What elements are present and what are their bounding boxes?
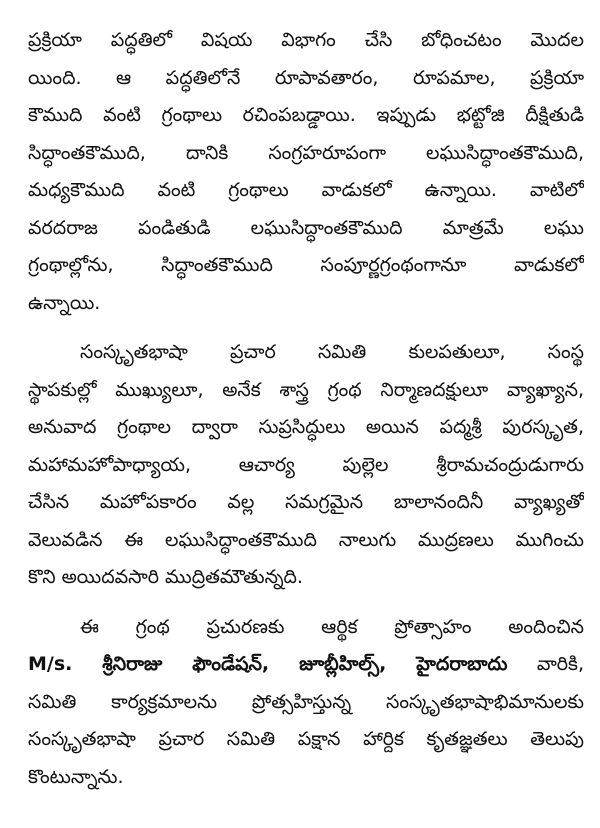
text-line: అనువాద గ్రంథాల ద్వారా సుప్రసిద్ధులు అయిన పద్మశ్రీ పురస్కృత, <box>28 416 584 438</box>
text-line-with-bold <box>28 646 584 684</box>
paragraph-2 <box>28 334 584 597</box>
text-line: కొంటున్నాను. <box>28 765 124 788</box>
text-line: ఈ గ్రంథ ప్రచురణకు ఆర్థిక ప్రోత్సాహం అందించిన <box>80 615 584 638</box>
text-line: ఉన్నాయి. <box>28 291 101 314</box>
paragraph-gap <box>28 597 584 609</box>
text-line: స్థాపకుల్లో ముఖ్యులూ, అనేక శాస్త్ర గ్రంథ నిర్మాణదక్షులూ వ్యాఖ్యాన, <box>28 378 584 401</box>
text-line: మధ్యకౌముది వంటి గ్రంథాలు వాడుకలో ఉన్నాయి. వాటిలో <box>28 179 584 201</box>
text-line: మహామహోపాధ్యాయ, ఆచార్య పుల్లెల శ్రీరామచంద్రుడుగారు <box>28 453 584 476</box>
text-line: యింది. ఆ పద్ధతిలోనే రూపావతారం, రూపమాల, ప్రక్రియా <box>28 66 584 89</box>
text-line: సిద్ధాంతకౌముది, దానికి సంగ్రహరూపంగా లఘుసిద్ధాంతకౌముది, <box>28 141 584 164</box>
text-line: సంస్కృతభాషా ప్రచార సమితి పక్షాన హార్దిక కృతజ్ఞతలు తెలుపు <box>28 728 584 750</box>
text-line: సమితి కార్యక్రమాలను ప్రోత్సహిస్తున్న సంస్కృతభాషాభిమానులకు <box>28 690 584 713</box>
text-line: వెలువడిన ఈ లఘుసిద్ధాంతకౌముది నాలుగు ముద్రణలు ముగించు <box>28 528 584 551</box>
paragraph-gap <box>28 322 584 334</box>
text-line: సంస్కృతభాషా ప్రచార సమితి కులపతులూ, సంస్థ <box>80 341 584 363</box>
text-line: వరదరాజ పండితుడి లఘుసిద్ధాంతకౌముది మాత్రమే లఘు <box>28 216 584 239</box>
document-page <box>28 22 584 796</box>
text-line: కొని అయిదవసారి ముద్రితమౌతున్నది. <box>28 566 303 588</box>
paragraph-1 <box>28 22 584 322</box>
text-fragment: వారికి, <box>507 653 584 675</box>
text-line: చేసిన మహోపకారం వల్ల సమగ్రమైన బాలానందినీ వ్యాఖ్యతో <box>28 491 584 513</box>
text-line: కౌముది వంటి గ్రంథాలు రచింపబడ్డాయి. ఇప్పుడు భట్టోజి దీక్షితుడి <box>28 104 584 126</box>
text-line: గ్రంథాల్లోను, సిద్ధాంతకౌముది సంపూర్ణగ్రంథంగానూ వాడుకలో <box>28 254 584 276</box>
paragraph-3 <box>28 609 584 797</box>
foundation-name: M/s. శ్రీనిరాజు ఫౌండేషన్, జూబ్లీహిల్స్, హైదరాబాదు <box>28 653 508 675</box>
text-line: ప్రక్రియా పద్ధతిలో విషయ విభాగం చేసి బోధించటం మొదల <box>28 29 584 51</box>
